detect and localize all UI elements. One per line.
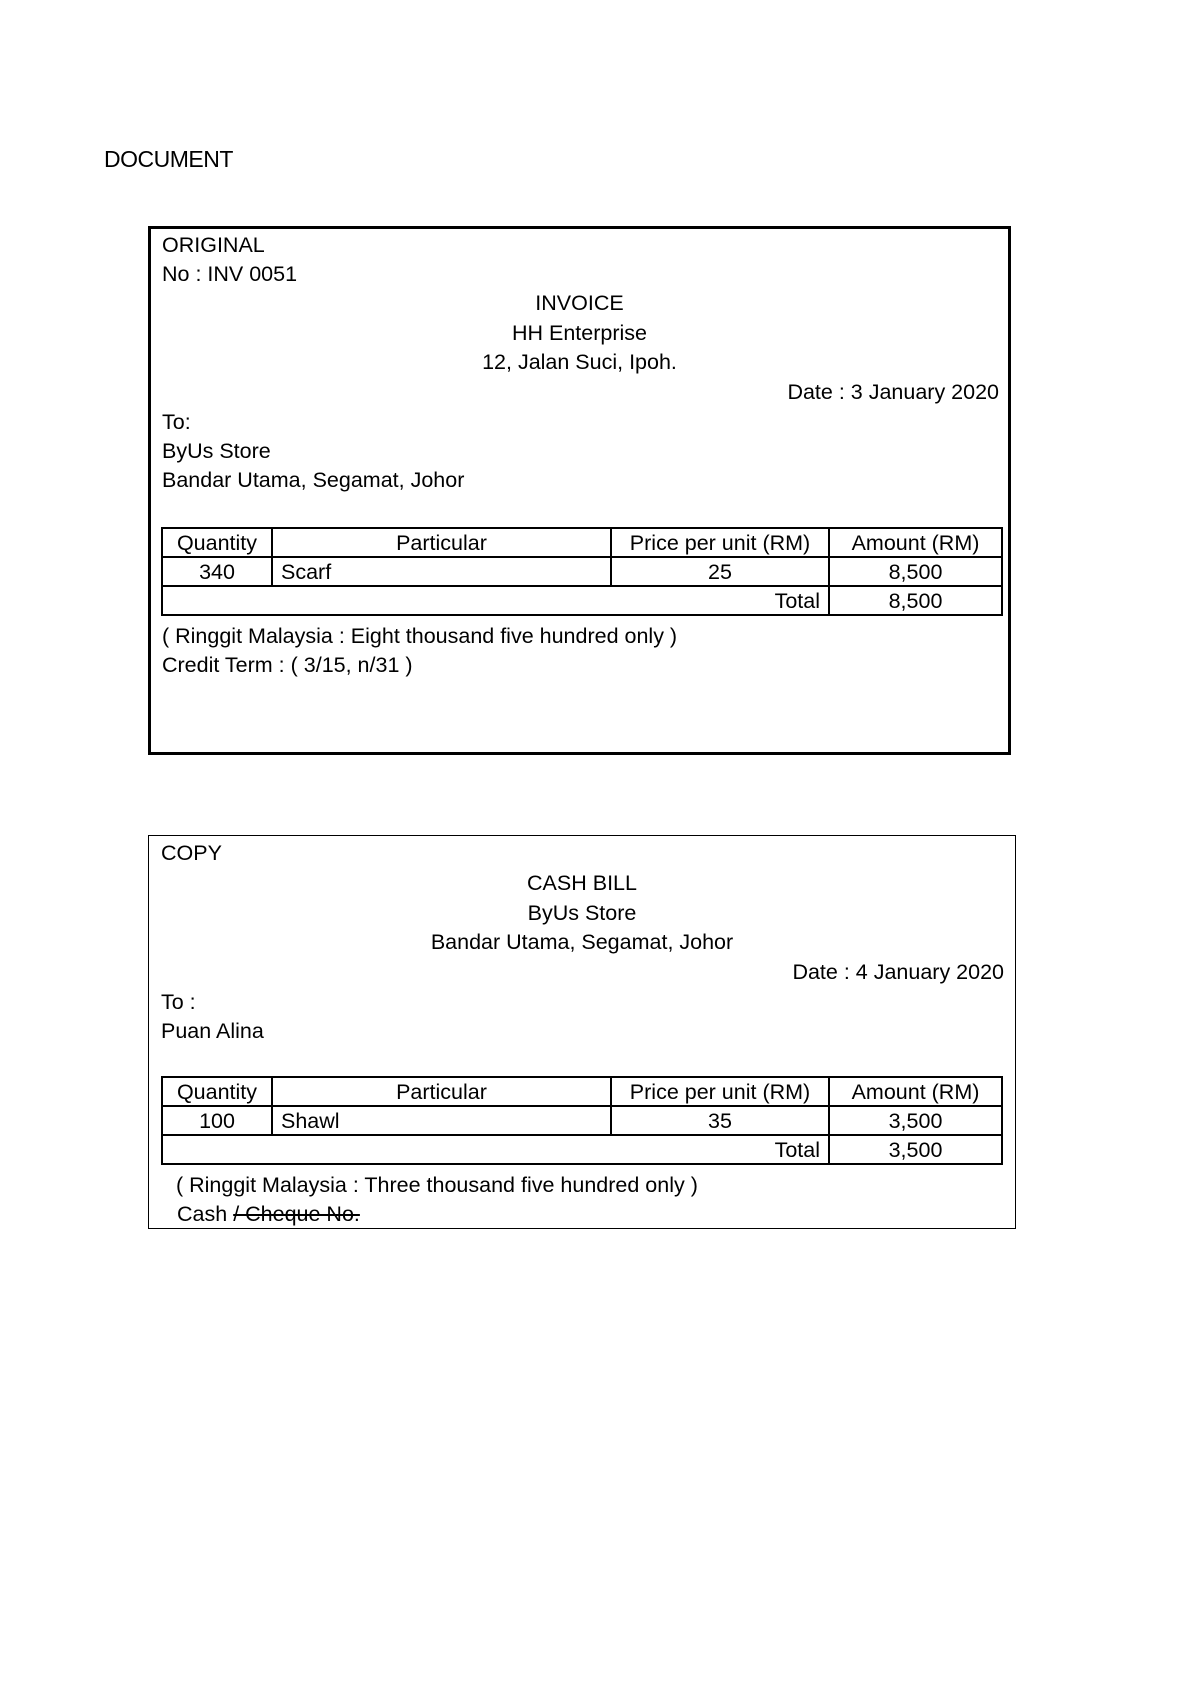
document-heading: DOCUMENT <box>104 146 233 172</box>
table-row <box>162 1106 1002 1135</box>
total-label: Total <box>162 1135 829 1164</box>
cell-amount: 8,500 <box>829 557 1002 586</box>
header-particular: Particular <box>272 1077 611 1106</box>
header-price: Price per unit (RM) <box>611 528 829 557</box>
invoice-number: No : INV 0051 <box>162 262 298 286</box>
cash-bill-company-address: Bandar Utama, Segamat, Johor <box>430 930 734 954</box>
invoice-to-label: To: <box>162 410 191 434</box>
total-label: Total <box>162 586 829 615</box>
cash-bill-box <box>148 835 1016 1229</box>
cell-quantity: 100 <box>162 1106 272 1135</box>
cell-price: 25 <box>611 557 829 586</box>
header-quantity: Quantity <box>162 1077 272 1106</box>
invoice-amount-words: ( Ringgit Malaysia : Eight thousand five hundred only ) <box>162 624 678 648</box>
payment-cash-label: Cash <box>177 1202 228 1226</box>
invoice-date: Date : 3 January 2020 <box>787 380 999 404</box>
invoice-company: HH Enterprise <box>511 321 647 345</box>
cash-bill-copy-label: COPY <box>161 841 222 865</box>
table-total-row <box>162 1135 1002 1164</box>
cash-bill-company: ByUs Store <box>527 901 637 925</box>
cell-quantity: 340 <box>162 557 272 586</box>
cash-bill-to-label: To : <box>161 990 196 1014</box>
table-row <box>162 557 1002 586</box>
header-particular: Particular <box>272 528 611 557</box>
table-header-row <box>162 1077 1002 1106</box>
invoice-box <box>148 226 1011 755</box>
header-quantity: Quantity <box>162 528 272 557</box>
cash-bill-amount-words: ( Ringgit Malaysia : Three thousand five hundred only ) <box>176 1173 698 1197</box>
total-value: 8,500 <box>829 586 1002 615</box>
cell-particular: Shawl <box>272 1106 611 1135</box>
table-header-row <box>162 528 1002 557</box>
cash-bill-recipient-name: Puan Alina <box>161 1019 264 1043</box>
invoice-items-table <box>161 527 1003 616</box>
cell-price: 35 <box>611 1106 829 1135</box>
cash-bill-items-table <box>161 1076 1003 1165</box>
invoice-original-label: ORIGINAL <box>162 233 265 257</box>
invoice-recipient-name: ByUs Store <box>162 439 271 463</box>
cell-amount: 3,500 <box>829 1106 1002 1135</box>
invoice-recipient-address: Bandar Utama, Segamat, Johor <box>162 468 465 492</box>
cash-bill-date: Date : 4 January 2020 <box>792 960 1004 984</box>
header-amount: Amount (RM) <box>829 1077 1002 1106</box>
cash-bill-payment-method <box>177 1200 360 1230</box>
invoice-title: INVOICE <box>535 291 624 315</box>
cash-bill-title: CASH BILL <box>527 871 637 895</box>
invoice-credit-term: Credit Term : ( 3/15, n/31 ) <box>162 653 413 677</box>
header-price: Price per unit (RM) <box>611 1077 829 1106</box>
header-amount: Amount (RM) <box>829 528 1002 557</box>
table-total-row <box>162 586 1002 615</box>
total-value: 3,500 <box>829 1135 1002 1164</box>
invoice-company-address: 12, Jalan Suci, Ipoh. <box>482 350 677 374</box>
payment-cheque-struck: / Cheque No. <box>233 1202 360 1226</box>
cell-particular: Scarf <box>272 557 611 586</box>
